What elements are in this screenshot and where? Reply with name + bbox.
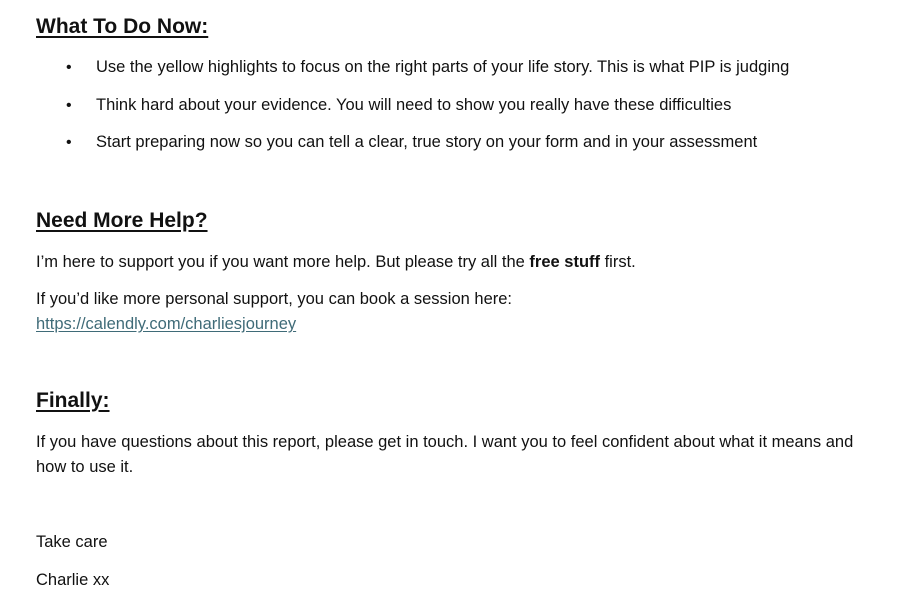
bullet-dot: • — [66, 97, 72, 114]
bullet-text: Think hard about your evidence. You will need to show you really have these difficulties — [96, 96, 732, 114]
signoff-take-care: Take care — [36, 533, 108, 551]
heading-need-more-help: Need More Help? — [36, 209, 208, 232]
booking-link-line — [36, 312, 296, 337]
help-paragraph — [36, 250, 636, 275]
bullet-text: Use the yellow highlights to focus on the right parts of your life story. This is what PIP is judging — [96, 58, 790, 76]
heading-finally: Finally: — [36, 389, 110, 412]
bullet-dot: • — [66, 59, 72, 76]
bullet-dot: • — [66, 134, 72, 151]
help-text: I’m here to support you if you want more help. But please try all the — [36, 253, 530, 271]
finally-paragraph: If you have questions about this report, please get in touch. I want you to feel confident about what it means and how to use it. — [36, 433, 854, 476]
help-text-end: first. — [600, 253, 636, 271]
signoff-name: Charlie xx — [36, 571, 110, 589]
free-stuff-emphasis: free stuff — [529, 253, 601, 271]
calendly-link[interactable]: https://calendly.com/charliesjourney — [36, 315, 297, 333]
bullet-text: Start preparing now so you can tell a clear, true story on your form and in your assessment — [96, 133, 758, 151]
heading-what-to-do-now: What To Do Now: — [36, 15, 209, 38]
support-paragraph: If you’d like more personal support, you can book a session here: — [36, 290, 513, 308]
